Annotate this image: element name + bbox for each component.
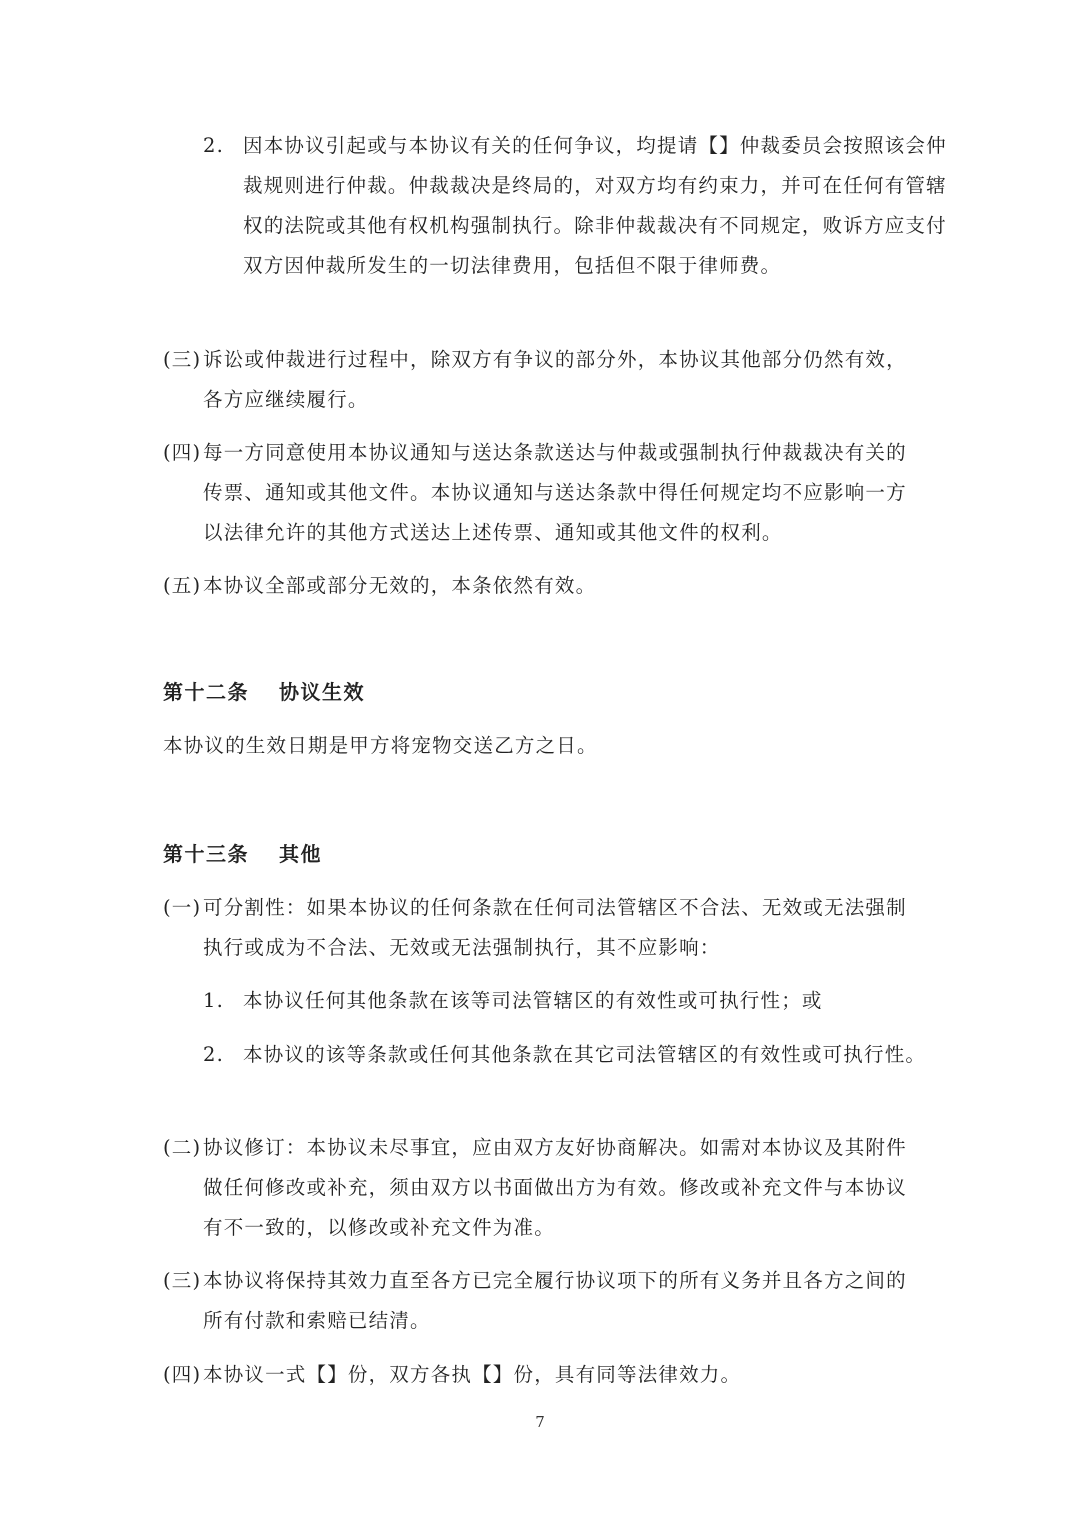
article-13-clause-1 (163, 888, 918, 968)
item-text: 本协议任何其他条款在该等司法管辖区的有效性或可执行性；或 (243, 989, 823, 1012)
clause-marker: (四) (163, 1363, 202, 1386)
article-number: 第十三条 (163, 842, 249, 866)
article-13-item-1 (203, 981, 958, 1021)
clause-marker: (五) (163, 574, 202, 597)
clause-text: 诉讼或仲裁进行过程中，除双方有争议的部分外，本协议其他部分仍然有效，各方应继续履行。 (203, 348, 907, 411)
item-text: 因本协议引起或与本协议有关的任何争议，均提请【】仲裁委员会按照该会仲裁规则进行仲裁。仲裁裁决是终局的，对双方均有约束力，并可在任何有管辖权的法院或其他有权机构强制执行。除非仲裁裁决有不同规定，败诉方应支付双方因仲裁所发生的一切法律费用，包括但不限于律师费。 (243, 134, 947, 277)
item-text: 本协议的该等条款或任何其他条款在其它司法管辖区的有效性或可执行性。 (243, 1043, 927, 1066)
page-number: 7 (535, 1413, 545, 1431)
clause-text: 协议修订：本协议未尽事宜，应由双方友好协商解决。如需对本协议及其附件做任何修改或补充，须由双方以书面做出方为有效。修改或补充文件与本协议有不一致的，以修改或补充文件为准。 (203, 1136, 907, 1239)
item-number: 1. (203, 989, 225, 1012)
article-13-clause-4 (163, 1355, 918, 1395)
article-title: 协议生效 (279, 680, 365, 704)
article-13-heading (163, 834, 918, 874)
clause-text: 本协议将保持其效力直至各方已完全履行协议项下的所有义务并且各方之间的所有付款和索赔已结清。 (203, 1269, 907, 1332)
arbitration-item-2 (203, 126, 958, 286)
arbitration-clause-5 (163, 566, 918, 606)
clause-text: 本协议全部或部分无效的，本条依然有效。 (203, 574, 597, 597)
clause-marker: (三) (163, 1269, 202, 1292)
article-number: 第十二条 (163, 680, 249, 704)
item-number: 2. (203, 134, 225, 157)
article-12-heading (163, 672, 918, 712)
clause-marker: (四) (163, 441, 202, 464)
article-13-item-2 (203, 1035, 958, 1075)
clause-marker: (一) (163, 896, 202, 919)
clause-text: 本协议一式【】份，双方各执【】份，具有同等法律效力。 (203, 1363, 742, 1386)
clause-marker: (三) (163, 348, 202, 371)
arbitration-clause-3 (163, 340, 918, 420)
clause-text: 可分割性：如果本协议的任何条款在任何司法管辖区不合法、无效或无法强制执行或成为不合法、无效或无法强制执行，其不应影响： (203, 896, 907, 959)
clause-text: 每一方同意使用本协议通知与送达条款送达与仲裁或强制执行仲裁裁决有关的传票、通知或其他文件。本协议通知与送达条款中得任何规定均不应影响一方以法律允许的其他方式送达上述传票、通知或其他文件的权利。 (203, 441, 907, 544)
clause-marker: (二) (163, 1136, 202, 1159)
item-number: 2. (203, 1043, 225, 1066)
article-13-clause-2 (163, 1128, 918, 1248)
article-12-text: 本协议的生效日期是甲方将宠物交送乙方之日。 (163, 734, 598, 757)
article-title: 其他 (279, 842, 322, 866)
arbitration-clause-4 (163, 433, 918, 553)
article-13-clause-3 (163, 1261, 918, 1341)
